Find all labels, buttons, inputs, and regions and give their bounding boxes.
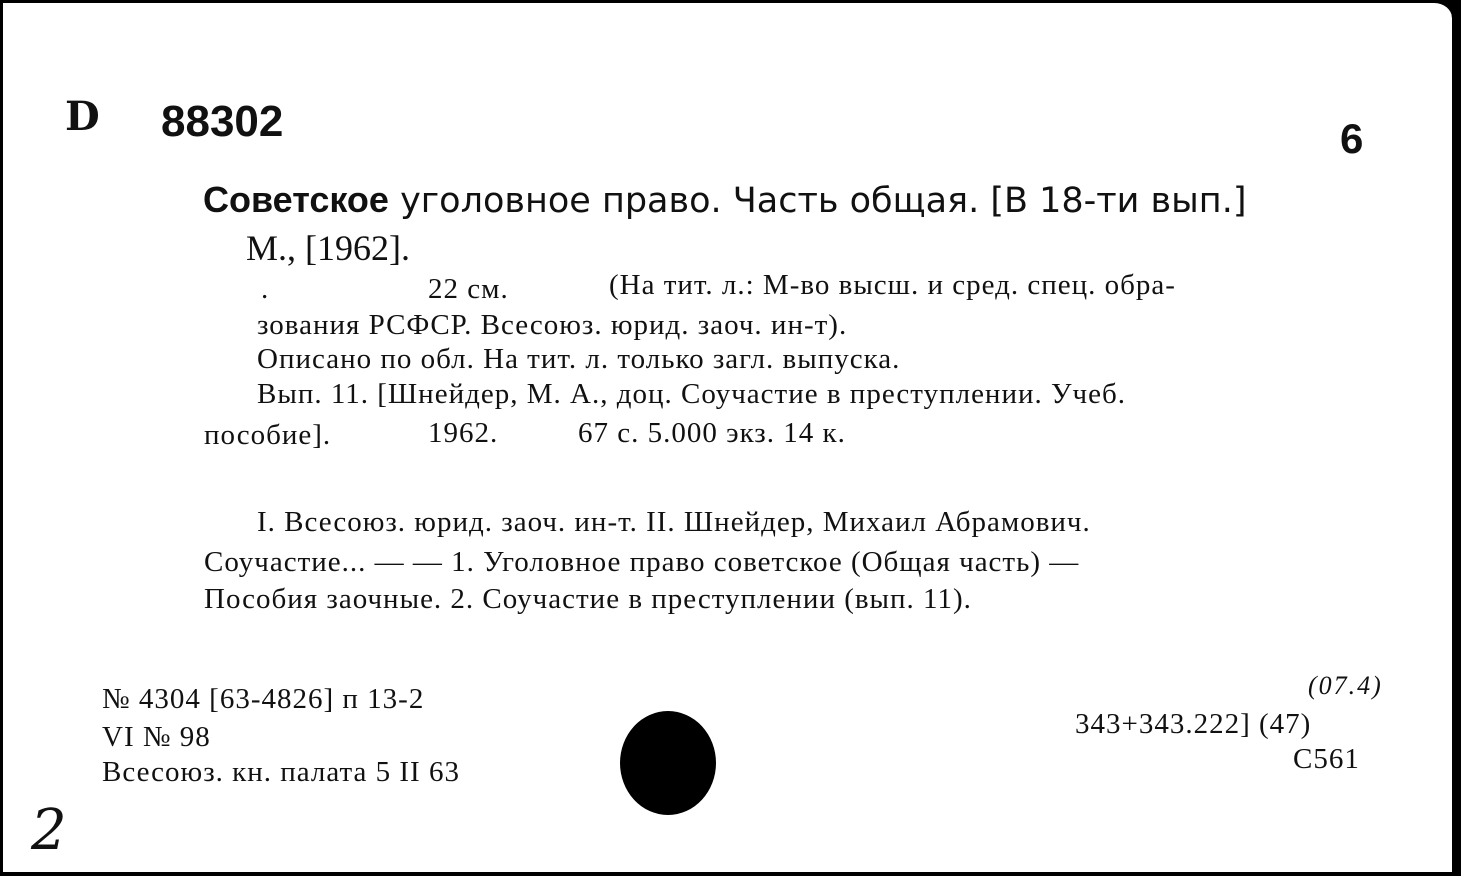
body-line-5c: 67 с. 5.000 экз. 14 к. bbox=[578, 417, 846, 449]
body-line-5a: пособие]. bbox=[204, 419, 332, 451]
punch-hole bbox=[620, 711, 716, 815]
body-line-2: зования РСФСР. Всесоюз. юрид. заоч. ин-т). bbox=[257, 309, 848, 341]
title-heading-word: Советское bbox=[203, 179, 389, 220]
tracings-line-1: I. Всесоюз. юрид. заоч. ин-т. II. Шнейдер, Михаил Абрамович. bbox=[257, 506, 1091, 538]
footer-record-number: № 4304 [63-4826] п 13-2 bbox=[102, 683, 425, 715]
card-number: 6 bbox=[1340, 115, 1364, 162]
size-note: 22 см. bbox=[428, 273, 509, 305]
collection-letter: D bbox=[65, 93, 100, 140]
body-line-5b: 1962. bbox=[428, 417, 499, 449]
handwritten-class-note: (07.4) bbox=[1308, 671, 1383, 700]
call-number: 88302 bbox=[161, 97, 284, 146]
title-page-note: (На тит. л.: М-во высш. и сред. спец. обра- bbox=[609, 269, 1176, 301]
tracings-line-2: Соучастие... — — 1. Уголовное право советское (Общая часть) — bbox=[204, 546, 1080, 578]
author-mark: С561 bbox=[1293, 743, 1360, 775]
body-line-3: Описано по обл. На тит. л. только загл. выпуска. bbox=[257, 343, 901, 375]
body-mark: . bbox=[261, 273, 270, 305]
title-rest: уголовное право. Часть общая. [В 18-ти вып.] bbox=[388, 181, 1247, 221]
footer-series: VI № 98 bbox=[102, 721, 211, 753]
imprint: М., [1962]. bbox=[246, 228, 410, 268]
body-line-4: Вып. 11. [Шнейдер, М. А., доц. Соучастие в преступлении. Учеб. bbox=[257, 378, 1126, 410]
udc-index: 343+343.222] (47) bbox=[1075, 708, 1312, 740]
tracings-line-3: Пособия заочные. 2. Соучастие в преступлении (вып. 11). bbox=[204, 583, 972, 615]
title-line bbox=[203, 178, 1246, 222]
footer-chamber: Всесоюз. кн. палата 5 II 63 bbox=[102, 756, 460, 788]
handwritten-corner-mark: 2 bbox=[31, 798, 67, 863]
